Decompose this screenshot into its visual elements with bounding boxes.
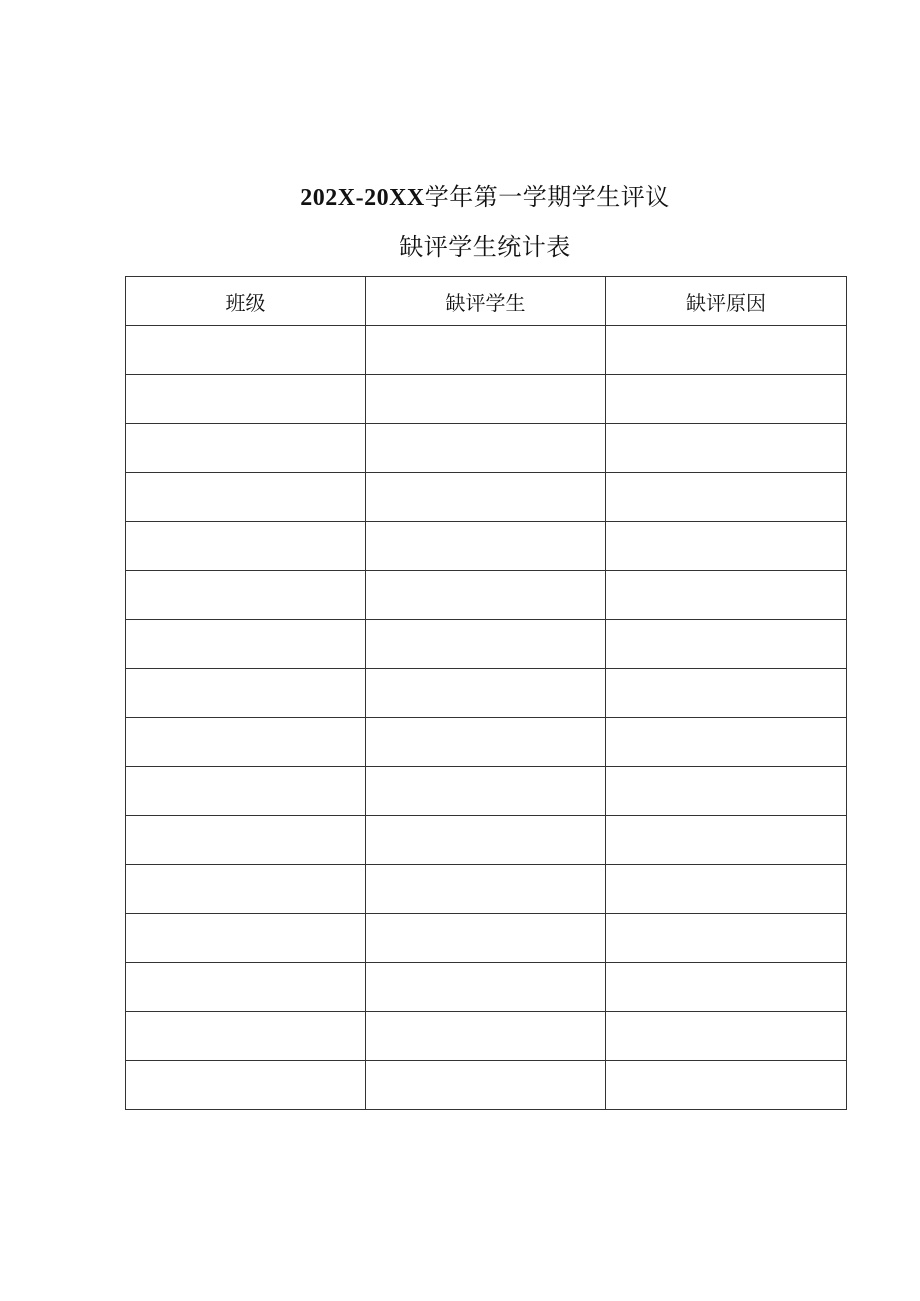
- table-row: [126, 473, 847, 522]
- cell-missing-students[interactable]: [366, 767, 606, 816]
- cell-class[interactable]: [126, 865, 366, 914]
- cell-class[interactable]: [126, 914, 366, 963]
- table-row: [126, 522, 847, 571]
- cell-missing-students[interactable]: [366, 571, 606, 620]
- cell-class[interactable]: [126, 424, 366, 473]
- cell-missing-reason[interactable]: [606, 424, 847, 473]
- table-row: [126, 424, 847, 473]
- cell-missing-reason[interactable]: [606, 375, 847, 424]
- cell-class[interactable]: [126, 522, 366, 571]
- table-row: [126, 816, 847, 865]
- cell-missing-students[interactable]: [366, 473, 606, 522]
- cell-missing-reason[interactable]: [606, 473, 847, 522]
- title-year: 202X-20XX: [300, 185, 425, 211]
- cell-missing-reason[interactable]: [606, 1012, 847, 1061]
- table-row: [126, 718, 847, 767]
- cell-missing-students[interactable]: [366, 914, 606, 963]
- header-class: 班级: [126, 277, 366, 326]
- document-subtitle: 缺评学生统计表: [399, 233, 571, 261]
- missing-evaluation-table: [125, 276, 847, 1110]
- cell-class[interactable]: [126, 718, 366, 767]
- cell-missing-students[interactable]: [366, 375, 606, 424]
- cell-missing-reason[interactable]: [606, 963, 847, 1012]
- document-title: [0, 180, 920, 215]
- cell-missing-students[interactable]: [366, 865, 606, 914]
- cell-missing-students[interactable]: [366, 718, 606, 767]
- cell-missing-students[interactable]: [366, 1012, 606, 1061]
- cell-missing-students[interactable]: [366, 816, 606, 865]
- cell-class[interactable]: [126, 473, 366, 522]
- header-missing-students: 缺评学生: [366, 277, 606, 326]
- cell-missing-students[interactable]: [366, 424, 606, 473]
- cell-missing-reason[interactable]: [606, 718, 847, 767]
- cell-missing-reason[interactable]: [606, 865, 847, 914]
- table-row: [126, 571, 847, 620]
- cell-missing-reason[interactable]: [606, 522, 847, 571]
- cell-missing-students[interactable]: [366, 522, 606, 571]
- table-row: [126, 767, 847, 816]
- table-row: [126, 1061, 847, 1110]
- cell-missing-students[interactable]: [366, 326, 606, 375]
- cell-class[interactable]: [126, 375, 366, 424]
- cell-missing-students[interactable]: [366, 620, 606, 669]
- cell-class[interactable]: [126, 326, 366, 375]
- cell-missing-reason[interactable]: [606, 669, 847, 718]
- cell-missing-reason[interactable]: [606, 1061, 847, 1110]
- cell-missing-students[interactable]: [366, 1061, 606, 1110]
- cell-class[interactable]: [126, 1012, 366, 1061]
- cell-class[interactable]: [126, 571, 366, 620]
- header-missing-reason: 缺评原因: [606, 277, 847, 326]
- cell-missing-reason[interactable]: [606, 571, 847, 620]
- table-row: [126, 963, 847, 1012]
- cell-missing-reason[interactable]: [606, 914, 847, 963]
- cell-class[interactable]: [126, 963, 366, 1012]
- cell-class[interactable]: [126, 669, 366, 718]
- cell-class[interactable]: [126, 816, 366, 865]
- cell-missing-reason[interactable]: [606, 767, 847, 816]
- cell-class[interactable]: [126, 1061, 366, 1110]
- cell-class[interactable]: [126, 767, 366, 816]
- table-row: [126, 914, 847, 963]
- title-text: 学年第一学期学生评议: [424, 183, 670, 211]
- cell-missing-students[interactable]: [366, 963, 606, 1012]
- cell-missing-reason[interactable]: [606, 326, 847, 375]
- cell-missing-students[interactable]: [366, 669, 606, 718]
- cell-class[interactable]: [126, 620, 366, 669]
- table-row: [126, 375, 847, 424]
- table-row: [126, 326, 847, 375]
- table-body: [126, 326, 847, 1110]
- table-row: [126, 669, 847, 718]
- cell-missing-reason[interactable]: [606, 620, 847, 669]
- cell-missing-reason[interactable]: [606, 816, 847, 865]
- table-row: [126, 620, 847, 669]
- table-row: [126, 865, 847, 914]
- table-row: [126, 1012, 847, 1061]
- table-header-row: [126, 277, 847, 326]
